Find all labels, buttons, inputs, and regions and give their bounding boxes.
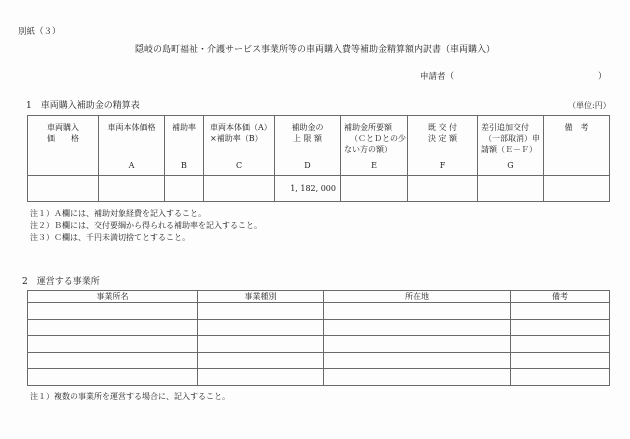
cell-business-type[interactable] (198, 336, 324, 353)
col-vehicle-body-price: 車両本体価格 A (99, 116, 165, 176)
cell-business-type[interactable] (198, 352, 324, 369)
cell-business-type[interactable] (198, 303, 324, 320)
table-row (28, 303, 610, 320)
col-remarks: 備考 (511, 291, 610, 303)
table-row (28, 336, 610, 353)
col-vehicle-purchase-price: 車両購入 価 格 (28, 116, 99, 176)
cell-facility-name[interactable] (28, 352, 198, 369)
cell-remarks[interactable] (544, 176, 610, 202)
col-location: 所在地 (324, 291, 511, 303)
cell-location[interactable] (324, 303, 511, 320)
section2-heading: 2 運営する事業所 (22, 277, 100, 287)
settlement-header-row (28, 116, 610, 176)
cell-location[interactable] (324, 319, 511, 336)
note-1: 注１）Ａ欄には、補助対象経費を記入すること。 (30, 209, 206, 218)
col-subsidy-limit: 補助金の 上 限 額 D (275, 116, 341, 176)
col-additional-grant: 差引追加交付 （一部取消）申 請額（Ｅ－Ｆ） G (478, 116, 544, 176)
cell-business-type[interactable] (198, 369, 324, 386)
cell-vehicle-purchase-price[interactable] (28, 176, 99, 202)
facilities-header-row (28, 291, 610, 303)
cell-price-times-rate[interactable] (204, 176, 275, 202)
document-reference: 別紙（３） (18, 27, 61, 37)
applicant-label: 申請者（ (420, 72, 455, 82)
applicant-field[interactable] (420, 70, 607, 82)
cell-subsidy-rate[interactable] (165, 176, 204, 202)
cell-facility-name[interactable] (28, 369, 198, 386)
cell-subsidy-limit: 1, 182, 000 (275, 176, 341, 202)
col-price-times-rate: 車両本体価（A） ×補助率（B） C (204, 116, 275, 176)
col-business-type: 事業種別 (198, 291, 324, 303)
cell-required-amount[interactable] (341, 176, 408, 202)
section1-notes (30, 208, 262, 244)
col-already-granted: 既 交 付 決 定 額 F (408, 116, 478, 176)
cell-location[interactable] (324, 336, 511, 353)
settlement-table (27, 115, 610, 202)
col-subsidy-rate: 補助率 B (165, 116, 204, 176)
cell-already-granted[interactable] (408, 176, 478, 202)
table-row (28, 319, 610, 336)
section1-heading: 1 車両購入補助金の精算表 (26, 101, 140, 111)
cell-additional-grant[interactable] (478, 176, 544, 202)
section2-note: 注１）複数の事業所を運営する場合に、記入すること。 (30, 392, 230, 401)
cell-remarks[interactable] (511, 319, 610, 336)
settlement-data-row (28, 176, 610, 202)
applicant-close-paren: ） (598, 72, 607, 82)
col-remarks: 備 考 (544, 116, 610, 176)
note-2: 注２）Ｂ欄には、交付要綱から得られる補助率を記入すること。 (30, 221, 262, 230)
cell-vehicle-body-price[interactable] (99, 176, 165, 202)
cell-location[interactable] (324, 369, 511, 386)
col-facility-name: 事業所名 (28, 291, 198, 303)
cell-remarks[interactable] (511, 352, 610, 369)
note-3: 注３）Ｃ欄は、千円未満切捨てとすること。 (30, 233, 190, 242)
facilities-table (27, 290, 610, 386)
cell-remarks[interactable] (511, 303, 610, 320)
cell-facility-name[interactable] (28, 319, 198, 336)
cell-facility-name[interactable] (28, 303, 198, 320)
table-row (28, 352, 610, 369)
col-required-amount: 補助金所要額 （ＣとＤとの少 ない方の額） E (341, 116, 408, 176)
cell-business-type[interactable] (198, 319, 324, 336)
table-row (28, 369, 610, 386)
cell-remarks[interactable] (511, 336, 610, 353)
unit-label: （単位:円） (568, 101, 611, 110)
cell-location[interactable] (324, 352, 511, 369)
document-title: 隠岐の島町福祉・介護サービス事業所等の車両購入費等補助金精算額内訳書（車両購入） (134, 45, 495, 55)
cell-remarks[interactable] (511, 369, 610, 386)
cell-facility-name[interactable] (28, 336, 198, 353)
